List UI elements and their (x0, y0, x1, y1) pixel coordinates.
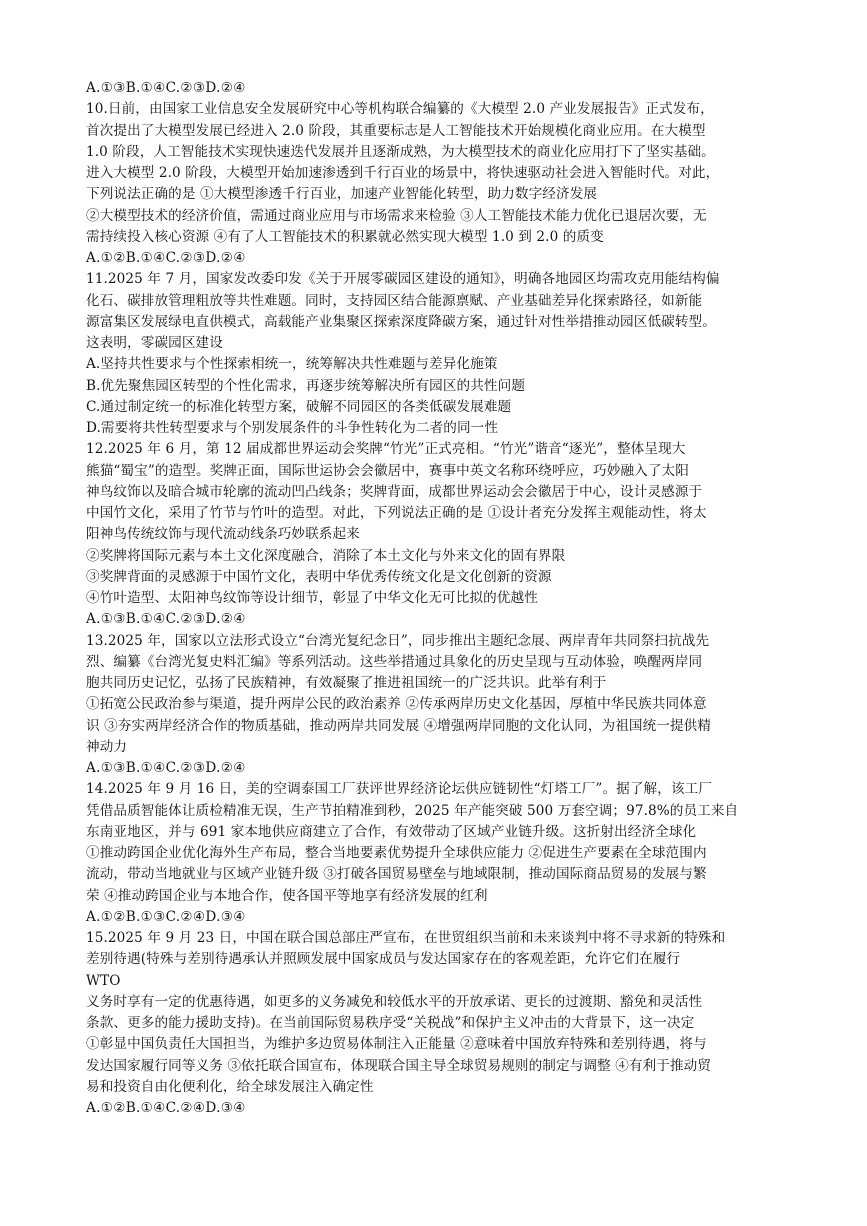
q11-stem-line: 化石、碳排放管理粗放等共性难题。同时，支持园区结合能源禀赋、产业基础差异化探索路径，如新能 (86, 292, 703, 309)
q12-stem-line: 熊猫“蜀宝”的造型。奖牌正面，国际世运协会会徽居中，赛事中英文名称环绕呼应，巧妙融入了太阳 (86, 462, 689, 479)
q13-statement-line: 神动力 (86, 738, 128, 755)
q13-stem-line: 胞共同历史记忆，弘扬了民族精神，有效凝聚了推进祖国统一的广泛共识。此举有利于 (86, 675, 607, 691)
q13-statement-line: 识 ③夯实两岸经济合作的物质基础，推动两岸共同发展 ④增强两岸同胞的文化认同，为祖国统一提供精 (86, 717, 712, 734)
q12-statement-line: 阳神鸟传统纹饰与现代流动线条巧妙联系起来 (86, 526, 360, 543)
q12-answer-options: A.①③B.①④C.②③D.②④ (86, 611, 246, 628)
exam-page (86, 78, 784, 1119)
q11-stem-line: 源富集区发展绿电直供模式，高载能产业集聚区探索深度降碳方案，通过针对性举措推动园区低碳转型。 (86, 313, 716, 330)
q11-option-a: A.坚持共性要求与个性探索相统一，统筹解决共性难题与差异化施策 (86, 356, 498, 373)
q12-statement-line: ③奖牌背面的灵感源于中国竹文化，表明中华优秀传统文化是文化创新的资源 (86, 568, 552, 585)
q10-stem-line: 进入大模型 2.0 阶段，大模型开始加速渗透到千行百业的场景中，将快速驱动社会进入智能时代。对此， (86, 165, 720, 181)
q14-answer-options: A.①②B.①③C.②④D.③④ (86, 908, 246, 925)
q14-statement-line: 荣 ④推动跨国企业与本地合作，使各国平等地享有经济发展的红利 (86, 887, 488, 904)
q13-stem-line: 13.2025 年，国家以立法形式设立“台湾光复纪念日”，同步推出主题纪念展、两岸青年共同祭扫抗战先 (86, 632, 710, 649)
q15-stem-line: 15.2025 年 9 月 23 日，中国在联合国总部庄严宣布，在世贸组织当前和未来谈判中将不寻求新的特殊和 (86, 930, 726, 946)
q9-answer-options: A.①③B.①④C.②③D.②④ (86, 80, 246, 96)
q12-statement-line: ②奖牌将国际元素与本土文化深度融合，消除了本土文化与外来文化的固有界限 (86, 547, 566, 564)
q10-stem-line: 1.0 阶段，人工智能技术实现快速迭代发展并且逐渐成熟，为大模型技术的商业化应用打下了坚实基础。 (86, 143, 715, 160)
q13-stem-line: 烈、编纂《台湾光复史料汇编》等系列活动。这些举措通过具象化的历史呈现与互动体验，唤醒两岸同 (86, 653, 703, 670)
q15-stem-line: 条款、更多的能力援助支持)。在当前国际贸易秩序受“关税战”和保护主义冲击的大背景下，这一决定 (86, 1015, 695, 1031)
q10-stem-line: 首次提出了大模型发展已经进入 2.0 阶段，其重要标志是人工智能技术开始规模化商业应用。在大模型 (86, 122, 706, 139)
q10-answer-options: A.①②B.①④C.②③D.②④ (86, 250, 246, 266)
q12-stem-line: 神鸟纹饰以及暗合城市轮廓的流动凹凸线条；奖牌背面，成都世界运动会会徽居于中心，设计灵感源于 (86, 483, 703, 500)
q15-stem-line: 义务时享有一定的优惠待遇，如更多的义务减免和较低水平的开放承诺、更长的过渡期、豁免和灵活性 (86, 993, 703, 1010)
q11-stem-line: 这表明，零碳园区建设 (86, 335, 223, 351)
q10-statement-line: 需持续投入核心资源 ④有了人工智能技术的积累就必然实现大模型 1.0 到 2.0 的质变 (86, 228, 604, 245)
q13-answer-options: A.①③B.①④C.②③D.②④ (86, 760, 246, 776)
q14-statement-line: ①推动跨国企业优化海外生产布局，整合当地要素优势提升全球供应能力 ②促进生产要素在全球范围内 (86, 845, 707, 861)
q14-stem-line: 14.2025 年 9 月 16 日，美的空调泰国工厂获评世界经济论坛供应链韧性“灯塔工厂”。据了解，该工厂 (86, 781, 713, 798)
q11-option-b: B.优先聚焦园区转型的个性化需求，再逐步统筹解决所有园区的共性问题 (86, 377, 526, 394)
q15-stem-line: WTO (86, 972, 121, 989)
q11-option-c: C.通过制定统一的标准化转型方案，破解不同园区的各类低碳发展难题 (86, 398, 512, 415)
q14-stem-line: 东南亚地区，并与 691 家本地供应商建立了合作，有效带动了区域产业链升级。这折射出经济全球化 (86, 823, 697, 840)
q11-stem-line: 11.2025 年 7 月，国家发改委印发《关于开展零碳园区建设的通知》，明确各地园区均需攻克用能结构偏 (86, 271, 720, 288)
q15-statement-line: 发达国家履行同等义务 ③依托联合国宣布，体现联合国主导全球贸易规则的制定与调整 ④有利于推动贸 (86, 1057, 712, 1074)
q12-stem-line: 12.2025 年 6 月，第 12 届成都世界运动会奖牌“竹光”正式亮相。“竹光”谐音“逐光”，整体呈现大 (86, 441, 686, 458)
q12-statement-line: ④竹叶造型、太阳神鸟纹饰等设计细节，彰显了中华文化无可比拟的优越性 (86, 590, 538, 606)
q10-stem-line: 10.日前，由国家工业信息安全发展研究中心等机构联合编纂的《大模型 2.0 产业发展报告》正式发布， (86, 101, 714, 118)
q15-statement-line: ①彰显中国负责任大国担当，为维护多边贸易体制注入正能量 ②意味着中国放弃特殊和差别待遇，将与 (86, 1036, 707, 1053)
q14-statement-line: 流动，带动当地就业与区域产业链升级 ③打破各国贸易壁垒与地域限制，推动国际商品贸易的发展与繁 (86, 866, 707, 883)
q15-answer-options: A.①②B.①④C.②④D.③④ (86, 1100, 246, 1116)
q10-statement-line: ②大模型技术的经济价值，需通过商业应用与市场需求来检验 ③人工智能技术能力优化已退居次要，无 (86, 207, 707, 224)
q15-stem-line: 差别待遇(特殊与差别待遇承认并照顾发展中国家成员与发达国家存在的客观差距，允许它们在履行 (86, 951, 681, 968)
q11-option-d: D.需要将共性转型要求与个别发展条件的斗争性转化为二者的同一性 (86, 420, 499, 436)
q13-statement-line: ①拓宽公民政治参与渠道，提升两岸公民的政治素养 ②传承两岸历史文化基因，厚植中华民族共同体意 (86, 696, 707, 713)
q15-statement-line: 易和投资自由化便利化，给全球发展注入确定性 (86, 1078, 374, 1095)
q12-stem-line: 中国竹文化，采用了竹节与竹叶的造型。对此，下列说法正确的是 ①设计者充分发挥主观能动性，将太 (86, 505, 707, 521)
q10-stem-line: 下列说法正确的是 ①大模型渗透千行百业，加速产业智能化转型，助力数字经济发展 (86, 186, 598, 203)
q14-stem-line: 凭借品质智能体让质检精准无误，生产节拍精准到秒，2025 年产能突破 500 万套空调；97.8%的员工来自 (86, 802, 739, 819)
